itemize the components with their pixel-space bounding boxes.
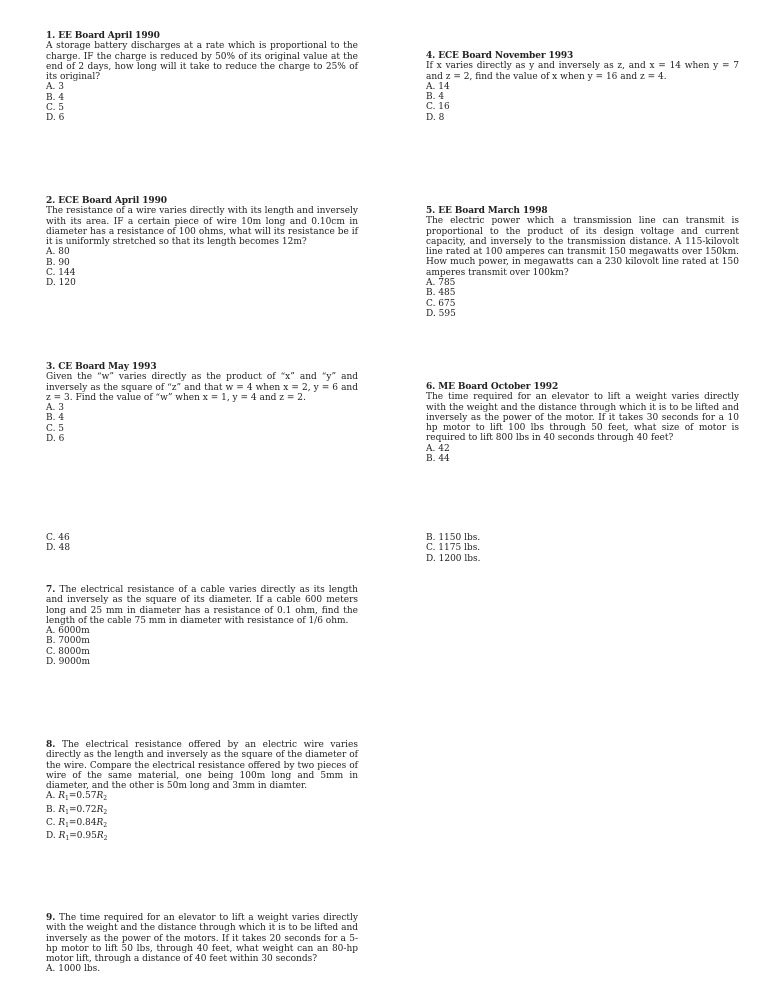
problem-5 xyxy=(426,206,739,319)
option: C. 16 xyxy=(426,102,450,113)
problem-question xyxy=(46,913,358,964)
option: B. 1150 lbs. xyxy=(426,533,481,543)
problem-7 xyxy=(46,585,358,667)
option: D. 8 xyxy=(426,112,445,123)
option-letter: C. xyxy=(46,818,56,829)
option: A. 42 xyxy=(426,443,450,454)
option xyxy=(46,791,358,804)
option: D. 120 xyxy=(46,278,76,289)
option: B. 4 xyxy=(426,92,445,103)
problem-3 xyxy=(46,362,358,444)
problem-question xyxy=(46,740,358,791)
option: B. 44 xyxy=(426,454,450,465)
option: C. 5 xyxy=(46,103,65,114)
problem-4 xyxy=(426,51,739,123)
option: C. 46 xyxy=(46,533,70,543)
option xyxy=(46,831,358,844)
problem-question: The electric power which a transmission line can transmit is proportional to the product of its design voltage and current capacity, and inversely to the transmission distance. A 115-kilovolt line rated at 100 amperes can transmit 150 megawatts over 150km. How much power, in megawatts can a 230 kilovolt line rated at 150 amperes transmit over 100km? xyxy=(426,216,739,278)
option: C. 1175 lbs. xyxy=(426,543,481,554)
option-letter: D. xyxy=(46,831,56,842)
problem-question: Given the “w” varies directly as the product of “x” and “y” and inversely as the square of “z” and that w = 4 when x = 2, y = 6 and z = 3. Find the value of “w” when x = 1, y = 4 and z = 2. xyxy=(46,372,358,403)
option: D. 1200 lbs. xyxy=(426,553,481,564)
option: B. 90 xyxy=(46,257,70,268)
option: A. 1000 lbs. xyxy=(46,964,101,975)
option: C. 5 xyxy=(46,423,65,434)
option: A. 14 xyxy=(426,81,450,92)
problem-heading: 5. EE Board March 1998 xyxy=(426,206,548,216)
option: A. 80 xyxy=(46,247,70,258)
problem-1 xyxy=(46,31,358,124)
option: A. 3 xyxy=(46,82,64,93)
problem-question: The resistance of a wire varies directly with its length and inversely with its area. IF a certain piece of wire 10m long and 0.10cm in diameter has a resistance of 100 ohms, what will its resistance be if it is uniformly stretched so that its length becomes 12m? xyxy=(46,206,358,248)
formula: $R_1=0.72R_2$ xyxy=(58,804,108,816)
formula: $R_1=0.84R_2$ xyxy=(58,818,108,830)
problem-question: The time required for an elevator to lift a weight varies directly with the weight and the distance through which it is to be lifted and inversely as the power of the motor. If it takes 30 seconds for a 10 hp motor to lift 100 lbs through 50 feet, what size of motor is required to lift 800 lbs in 40 seconds through 40 feet? xyxy=(426,392,739,444)
option: C. 8000m xyxy=(46,646,90,657)
problem-heading: 1. EE Board April 1990 xyxy=(46,31,160,41)
continued-options-left xyxy=(46,533,358,554)
option: B. 7000m xyxy=(46,636,90,647)
option: D. 595 xyxy=(426,308,456,319)
problem-question xyxy=(46,585,358,626)
problem-9 xyxy=(46,913,358,975)
option: D. 48 xyxy=(46,543,71,554)
option xyxy=(46,818,358,831)
problem-8 xyxy=(46,740,358,845)
problem-2 xyxy=(46,196,358,289)
option: B. 4 xyxy=(46,413,65,424)
problem-question-text: The electrical resistance offered by an electric wire varies directly as the length and inversely as the square of the diameter of the wire. Compare the electrical resistance offered by two pieces of wire of the same material, one being 100m long and 5mm in diameter, and the other is 50m long and 3mm in diamter. xyxy=(46,740,358,792)
problem-number: 7. xyxy=(46,585,56,595)
problem-heading: 6. ME Board October 1992 xyxy=(426,382,559,392)
problem-heading: 3. CE Board May 1993 xyxy=(46,362,157,372)
option: A. 6000m xyxy=(46,626,90,637)
continued-options-right xyxy=(426,533,739,564)
option-letter: A. xyxy=(46,791,56,802)
option: D. 6 xyxy=(46,113,65,124)
option-letter: B. xyxy=(46,804,56,815)
option: A. 785 xyxy=(426,278,456,289)
problem-6 xyxy=(426,382,739,464)
option xyxy=(46,805,358,818)
formula: $R_1=0.95R_2$ xyxy=(58,831,108,843)
option: B. 485 xyxy=(426,288,456,299)
option: C. 144 xyxy=(46,268,76,279)
option: B. 4 xyxy=(46,92,65,103)
problem-question: A storage battery discharges at a rate which is proportional to the charge. IF the charge is reduced by 50% of its original value at the end of 2 days, how long will it take to reduce the charge to 25% of its original? xyxy=(46,41,358,83)
option: D. 6 xyxy=(46,434,65,445)
option: C. 675 xyxy=(426,298,456,309)
formula: $R_1=0.57R_2$ xyxy=(58,791,108,803)
problem-heading: 4. ECE Board November 1993 xyxy=(426,51,574,61)
problem-number: 8. xyxy=(46,740,56,750)
problem-number: 9. xyxy=(46,913,56,923)
problem-question-text: The time required for an elevator to lift a weight varies directly with the weight and the distance through which it is to be lifted and inversely as the power of the motors. If it takes 20 seconds for a 5-hp motor to lift 50 lbs, through 40 feet, what weight can an 80-hp motor lift, through a distance of 40 feet within 30 seconds? xyxy=(46,913,358,965)
problem-heading: 2. ECE Board April 1990 xyxy=(46,196,167,206)
option: A. 3 xyxy=(46,403,64,414)
option: D. 9000m xyxy=(46,657,91,668)
problem-question: If x varies directly as y and inversely as z, and x = 14 when y = 7 and z = 2, find the value of x when y = 16 and z = 4. xyxy=(426,61,739,82)
problem-question-text: The electrical resistance of a cable varies directly as its length and inversely as the square of its diameter. If a cable 600 meters long and 25 mm in diameter has a resistance of 0.1 ohm, find the length of the cable 75 mm in diameter with resistance of 1/6 ohm. xyxy=(46,585,358,626)
